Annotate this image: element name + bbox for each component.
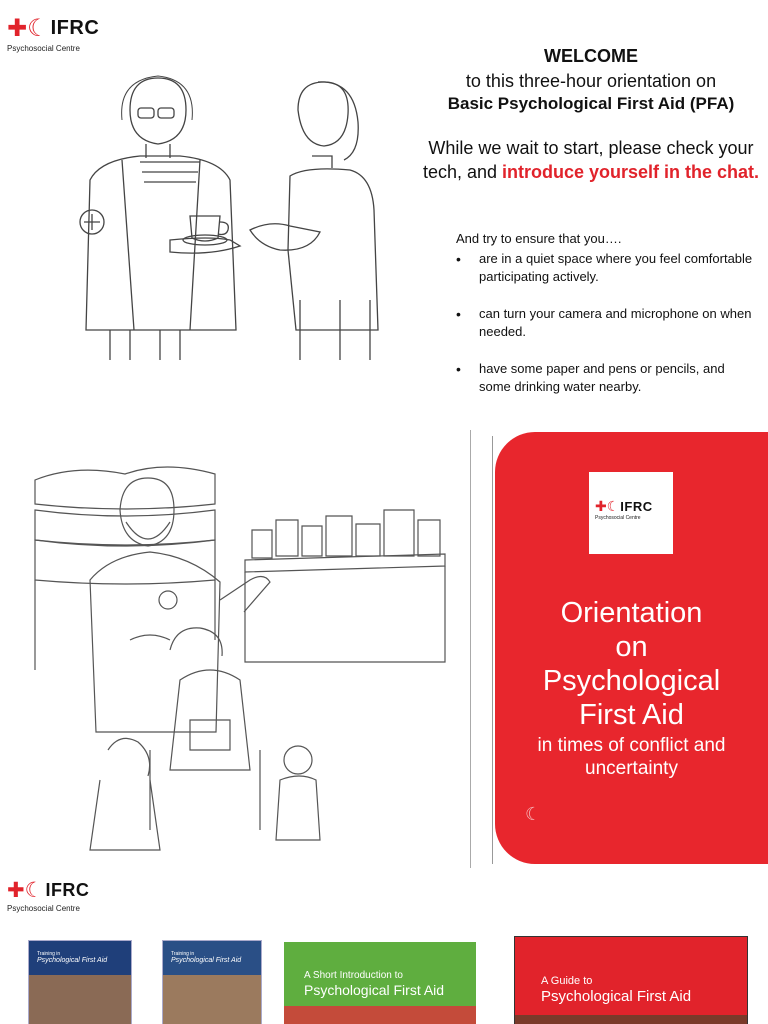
book-kicker: A Guide to <box>541 975 593 987</box>
introduce-yourself-text: introduce yourself in the chat. <box>502 162 760 182</box>
book-title: Psychological First Aid <box>541 988 692 1005</box>
checklist-item: • are in a quiet space where you feel comfortable participating actively. <box>456 250 756 286</box>
red-cross-icon: ✚ <box>595 498 607 514</box>
logo-brand: IFRC <box>45 880 90 900</box>
cover-panel <box>495 432 768 864</box>
book-photo <box>163 975 261 1024</box>
red-crescent-icon: ☾ <box>24 879 44 902</box>
cover-logo-box <box>589 472 673 554</box>
cover-title-line: on <box>615 631 648 663</box>
logo-brand: IFRC <box>50 17 100 39</box>
person-sweater <box>288 169 378 330</box>
book-kicker: A Short Introduction to <box>304 970 403 981</box>
checklist-lead: And try to ensure that you…. <box>456 231 622 246</box>
cover-subtitle: in times of conflict and uncertainty <box>537 735 726 779</box>
book-kicker: Training in <box>171 951 195 957</box>
crescent-icon: ☾ <box>525 804 542 824</box>
wait-instructions <box>420 136 762 184</box>
book-photo <box>284 1006 476 1024</box>
slide-resources <box>0 872 768 1024</box>
small-child-head <box>284 746 312 774</box>
ifrc-logo <box>595 498 653 521</box>
book-photo <box>29 975 131 1024</box>
red-crescent-icon: ☾ <box>27 15 49 42</box>
cover-title <box>495 596 768 732</box>
tea-cup-icon <box>190 216 220 241</box>
book-title: Psychological First Aid <box>37 957 108 964</box>
ifrc-logo <box>7 878 89 913</box>
checklist <box>456 230 756 415</box>
logo-subtitle: Psychosocial Centre <box>7 904 80 913</box>
wait-text: While we wait to start, please check your tech, and <box>422 138 754 182</box>
tea-offering-illustration <box>50 70 390 370</box>
cover-title-line: Orientation <box>560 597 703 629</box>
logo-subtitle: Psychosocial Centre <box>7 44 80 53</box>
book-title: Psychological First Aid <box>304 982 445 998</box>
welcome-intro: to this three-hour orientation on <box>465 71 717 91</box>
pfa-manual-cover <box>28 940 132 1024</box>
ifrc-logo <box>7 14 99 53</box>
child-head <box>170 628 222 656</box>
slide-cover <box>0 430 768 868</box>
logo-brand: IFRC <box>620 499 653 514</box>
red-crescent-icon: ☾ <box>606 498 620 514</box>
red-cross-icon: ✚ <box>7 15 28 42</box>
checklist-item: • have some paper and pens or pencils, and some drinking water nearby. <box>456 360 756 396</box>
red-cross-badge-icon <box>159 591 177 609</box>
book-title: Psychological First Aid <box>171 957 242 964</box>
welcome-block <box>420 46 762 184</box>
slide-divider <box>470 430 471 868</box>
cover-title-line: First Aid <box>579 699 684 731</box>
welcome-heading: WELCOME <box>544 46 638 66</box>
slide-welcome <box>0 0 768 420</box>
cover-title-line: Psychological <box>542 665 721 697</box>
volunteer-helping-family-illustration <box>30 450 460 860</box>
slide-divider <box>492 436 493 864</box>
person-head <box>298 82 348 146</box>
book-photo <box>515 1015 747 1024</box>
course-name: Basic Psychological First Aid (PFA) <box>447 94 735 113</box>
volunteer-head <box>120 478 174 546</box>
glasses-icon <box>138 108 154 118</box>
logo-subtitle: Psychosocial Centre <box>595 515 641 521</box>
pfa-training-cover <box>162 940 262 1024</box>
volunteer-jacket <box>90 552 220 732</box>
book-kicker: Training in <box>37 951 61 957</box>
checklist-item: • can turn your camera and microphone on when needed. <box>456 305 756 341</box>
pfa-guide-cover <box>514 936 748 1024</box>
pfa-short-intro-cover <box>284 942 476 1024</box>
red-cross-icon: ✚ <box>7 879 25 902</box>
